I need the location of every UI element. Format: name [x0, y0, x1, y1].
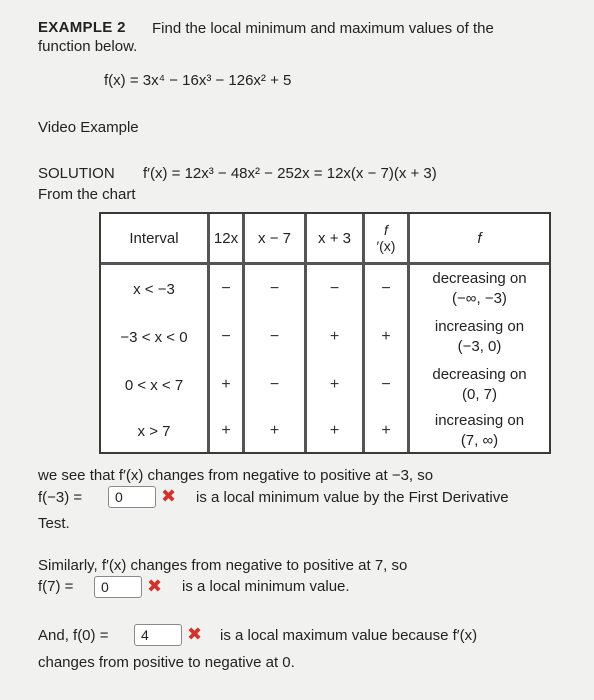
table-row-interval: 0 < x < 7	[124, 376, 184, 394]
incorrect-x-icon: ✖	[161, 486, 177, 506]
header-interval: Interval	[129, 229, 179, 247]
incorrect-x-icon: ✖	[147, 576, 163, 596]
table-row-interval: −3 < x < 0	[120, 328, 188, 346]
example-label: EXAMPLE 2	[38, 19, 126, 36]
sign-f-prime: −	[381, 280, 391, 297]
behavior-text: decreasing on	[432, 366, 527, 383]
behavior-cell	[410, 409, 549, 453]
sign-12x: −	[221, 328, 231, 345]
answer2-input[interactable]: 0	[94, 576, 142, 598]
answer1-rhs: is a local minimum value by the First Derivative	[196, 489, 509, 506]
behavior-interval: (0, 7)	[461, 386, 497, 403]
answer3-input[interactable]: 4	[134, 624, 182, 646]
incorrect-x-icon: ✖	[187, 624, 203, 644]
sign-12x: −	[221, 280, 231, 297]
sign-x-minus-7: −	[269, 376, 280, 393]
header-f-prime	[365, 214, 407, 262]
answer3-rhs: is a local maximum value because f′(x)	[220, 627, 478, 644]
function-definition: f(x) = 3x⁴ − 16x³ − 126x² + 5	[104, 72, 292, 89]
solution-label: SOLUTION	[38, 165, 115, 182]
behavior-cell	[410, 265, 549, 313]
sign-x-plus-3: +	[329, 422, 340, 439]
answer2-lhs: f(7) =	[38, 578, 74, 595]
behavior-cell	[410, 313, 549, 361]
sign-chart-table	[99, 212, 551, 454]
header-x-plus-3: x + 3	[318, 229, 351, 247]
derivative-expression: f′(x) = 12x³ − 48x² − 252x = 12x(x − 7)(x + 3)	[143, 165, 437, 182]
sign-x-minus-7: −	[269, 280, 280, 297]
answer3-line2: changes from positive to negative at 0.	[38, 654, 295, 671]
from-chart-text: From the chart	[38, 186, 136, 203]
behavior-interval: (−∞, −3)	[452, 290, 507, 307]
answer2-line1: Similarly, f′(x) changes from negative to positive at 7, so	[38, 557, 408, 574]
answer3-lhs: And, f(0) =	[38, 627, 109, 644]
sign-x-minus-7: −	[269, 328, 280, 345]
answer1-lhs: f(−3) =	[38, 489, 83, 506]
behavior-text: increasing on	[434, 318, 525, 335]
prompt-line-1: Find the local minimum and maximum values of the	[152, 20, 494, 37]
sign-x-minus-7: +	[269, 422, 280, 439]
answer1-line3: Test.	[38, 515, 70, 532]
header-f-prime-bottom: ′(x)	[376, 238, 396, 254]
sign-f-prime: +	[381, 328, 391, 345]
behavior-interval: (7, ∞)	[460, 432, 499, 449]
sign-12x: +	[221, 376, 231, 393]
sign-x-plus-3: −	[329, 280, 340, 297]
header-x-minus-7: x − 7	[258, 229, 291, 247]
sign-f-prime: −	[381, 376, 391, 393]
sign-12x: +	[221, 422, 231, 439]
answer1-line1: we see that f′(x) changes from negative to positive at −3, so	[38, 467, 434, 484]
answer2-rhs: is a local minimum value.	[182, 578, 350, 595]
behavior-cell	[410, 361, 549, 409]
video-example-link[interactable]: Video Example	[38, 119, 139, 136]
behavior-text: decreasing on	[432, 270, 527, 287]
behavior-text: increasing on	[434, 412, 525, 429]
sign-x-plus-3: +	[329, 376, 340, 393]
prompt-line-2: function below.	[38, 38, 138, 55]
header-12x: 12x	[213, 229, 239, 247]
table-row-interval: x < −3	[133, 280, 175, 298]
sign-x-plus-3: +	[329, 328, 340, 345]
table-row-interval: x > 7	[137, 422, 171, 440]
header-f: f	[477, 229, 482, 247]
behavior-interval: (−3, 0)	[457, 338, 502, 355]
sign-f-prime: +	[381, 422, 391, 439]
header-f-prime-top: f	[384, 222, 388, 238]
answer1-input[interactable]: 0	[108, 486, 156, 508]
